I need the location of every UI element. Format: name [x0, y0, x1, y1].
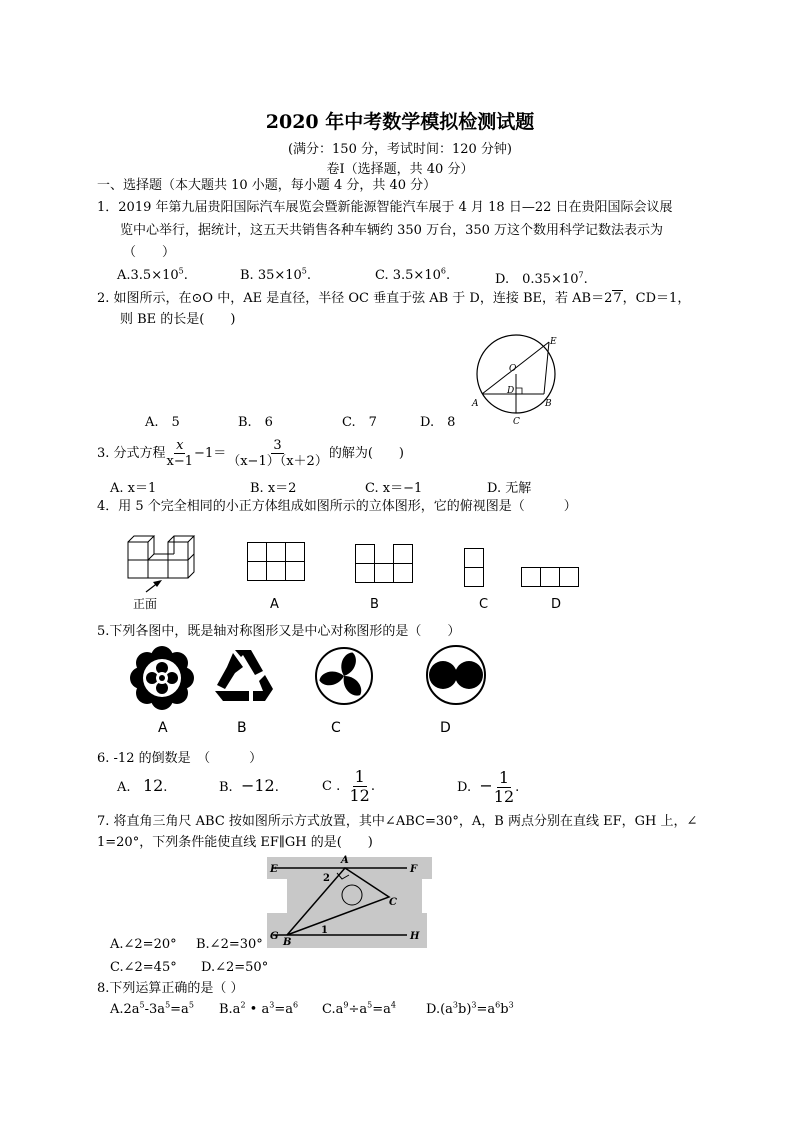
q5-label-b: B	[237, 720, 247, 736]
q2-option-a[interactable]: A. 5	[145, 415, 180, 430]
section-heading: 一、选择题（本大题共 10 小题，每小题 4 分，共 40 分）	[97, 178, 437, 193]
q4-front-label: 正面	[133, 597, 158, 611]
q4-view-a[interactable]	[247, 542, 307, 582]
q4-question: 4．用 5 个完全相同的小正方体组成如图所示的立体图形，它的俯视图是（ ）	[97, 499, 577, 514]
q8-question: 8.下列运算正确的是（ ）	[97, 981, 244, 996]
q6-option-b[interactable]: B. −12.	[219, 776, 279, 795]
q2-label-o: O	[509, 364, 517, 374]
q6-option-c[interactable]: C . $\frac{1}{12}$ .	[322, 767, 375, 805]
q4-view-b[interactable]	[355, 544, 415, 584]
q7-label-c: C	[389, 897, 397, 908]
volume-heading: 卷Ⅰ（选择题，共 40 分）	[326, 162, 474, 177]
q2-label-b: B	[545, 399, 552, 409]
q2-label-d: D	[507, 386, 515, 396]
q6-question: 6. -12 的倒数是 （ ）	[97, 751, 263, 766]
q8-option-b[interactable]: $B.a^2$ • $a^3=a^6$	[219, 1000, 299, 1017]
q7-label-f: F	[410, 864, 418, 875]
q2-label-c: C	[513, 417, 520, 427]
q8-option-c[interactable]: $C.a^9\div a^5=a^4$	[322, 1000, 396, 1017]
q7-label-h: H	[410, 931, 420, 942]
q7-label-g: G	[270, 931, 279, 942]
q8-option-a[interactable]: $A.2a^5-3a^5=a^5$	[110, 1000, 194, 1017]
q7-label-a: A	[341, 855, 349, 866]
page-title: 2020 年中考数学模拟检测试题	[265, 111, 535, 133]
q1-option-a[interactable]: $A.3.5\times 10^5$.	[117, 266, 188, 283]
q4-view-d[interactable]	[521, 567, 581, 589]
q7-line1: 7. 将直角三角尺 ABC 按如图所示方式放置，其中∠ABC=30°，A，B 两点分别在直线 EF，GH 上，∠	[97, 814, 698, 829]
q3-option-d[interactable]: D. 无解	[487, 481, 532, 496]
q5-label-a: A	[158, 720, 168, 736]
q7-label-b: B	[283, 937, 292, 948]
q4-label-d: D	[551, 597, 562, 612]
q2-line1: 2. 如图所示，在⊙O 中，AE 是直径，半径 OC 垂直于弦 AB 于 D，连接 BE，若 AB＝27，CD＝1，	[97, 291, 691, 306]
q5-label-c: C	[331, 720, 341, 736]
q7-option-c[interactable]: C.∠2=45°	[110, 960, 177, 975]
q7-triangle-figure	[267, 853, 432, 948]
q1-option-c[interactable]: C. $3.5\times 10^6$.	[375, 266, 451, 283]
q7-option-d[interactable]: D.∠2=50°	[201, 960, 269, 975]
q2-option-c[interactable]: C. 7	[342, 415, 377, 430]
exam-subtitle: (满分：150 分，考试时间：120 分钟)	[287, 142, 513, 157]
q1-option-b[interactable]: B. $35\times 10^5$.	[240, 266, 312, 283]
q3-option-a[interactable]: A. x＝1	[110, 481, 157, 496]
q4-cube-solid	[122, 530, 202, 590]
q7-label-2: 2	[323, 873, 330, 884]
q5-recycle-figure[interactable]	[213, 647, 275, 703]
q1-line2: 览中心举行，据统计，这五天共销售各种车辆约 350 万台，350 万这个数用科学记数法表示为	[120, 223, 664, 238]
q5-two-circles-figure[interactable]	[425, 644, 487, 706]
q8-option-d[interactable]: $D.(a^3b)^3=a^6b^3$	[426, 1000, 514, 1017]
q4-view-c[interactable]	[464, 548, 486, 588]
q7-label-1: 1	[321, 925, 328, 936]
q3-option-c[interactable]: C. x＝−1	[365, 481, 423, 496]
q4-label-c: C	[479, 597, 489, 612]
q6-option-a[interactable]: A. 12.	[117, 776, 168, 795]
q2-circle-figure	[472, 330, 566, 430]
q7-label-e: E	[270, 864, 278, 875]
q4-label-a: A	[270, 597, 279, 612]
q2-line2: 则 BE 的长是( )	[120, 312, 236, 327]
q5-flower-figure[interactable]	[129, 645, 195, 711]
q1-line3: （ ）	[123, 245, 176, 260]
q1-line1: 1．2019 年第九届贵阳国际汽车展览会暨新能源智能汽车展于 4 月 18 日—22 日在贵阳国际会议展	[97, 200, 673, 215]
q2-option-b[interactable]: B. 6	[238, 415, 273, 430]
q7-line2: 1=20°，下列条件能使直线 EF∥GH 的是( )	[97, 835, 373, 850]
q4-label-b: B	[370, 597, 379, 612]
q3-question: 3. 分式方程 $\frac{x}{x-1}$ −1＝ $\frac{3}{(x-1)(x+2)}$ 的解为( )	[97, 438, 404, 469]
q5-label-d: D	[440, 720, 451, 736]
q7-option-a[interactable]: A.∠2=20°	[110, 937, 177, 952]
q2-label-a: A	[472, 399, 479, 409]
q7-option-b[interactable]: B.∠2=30°	[196, 937, 263, 952]
q6-option-d[interactable]: D. − $\frac{1}{12}$ .	[457, 768, 520, 806]
q2-option-d[interactable]: D. 8	[420, 415, 456, 430]
q5-propeller-figure[interactable]	[313, 645, 375, 707]
q5-question: 5.下列各图中，既是轴对称图形又是中心对称图形的是（ ）	[97, 624, 461, 639]
q1-option-d[interactable]: D. $0.35\times 10^7$.	[495, 270, 588, 287]
q3-option-b[interactable]: B. x＝2	[250, 481, 297, 496]
q2-label-e: E	[550, 337, 557, 347]
